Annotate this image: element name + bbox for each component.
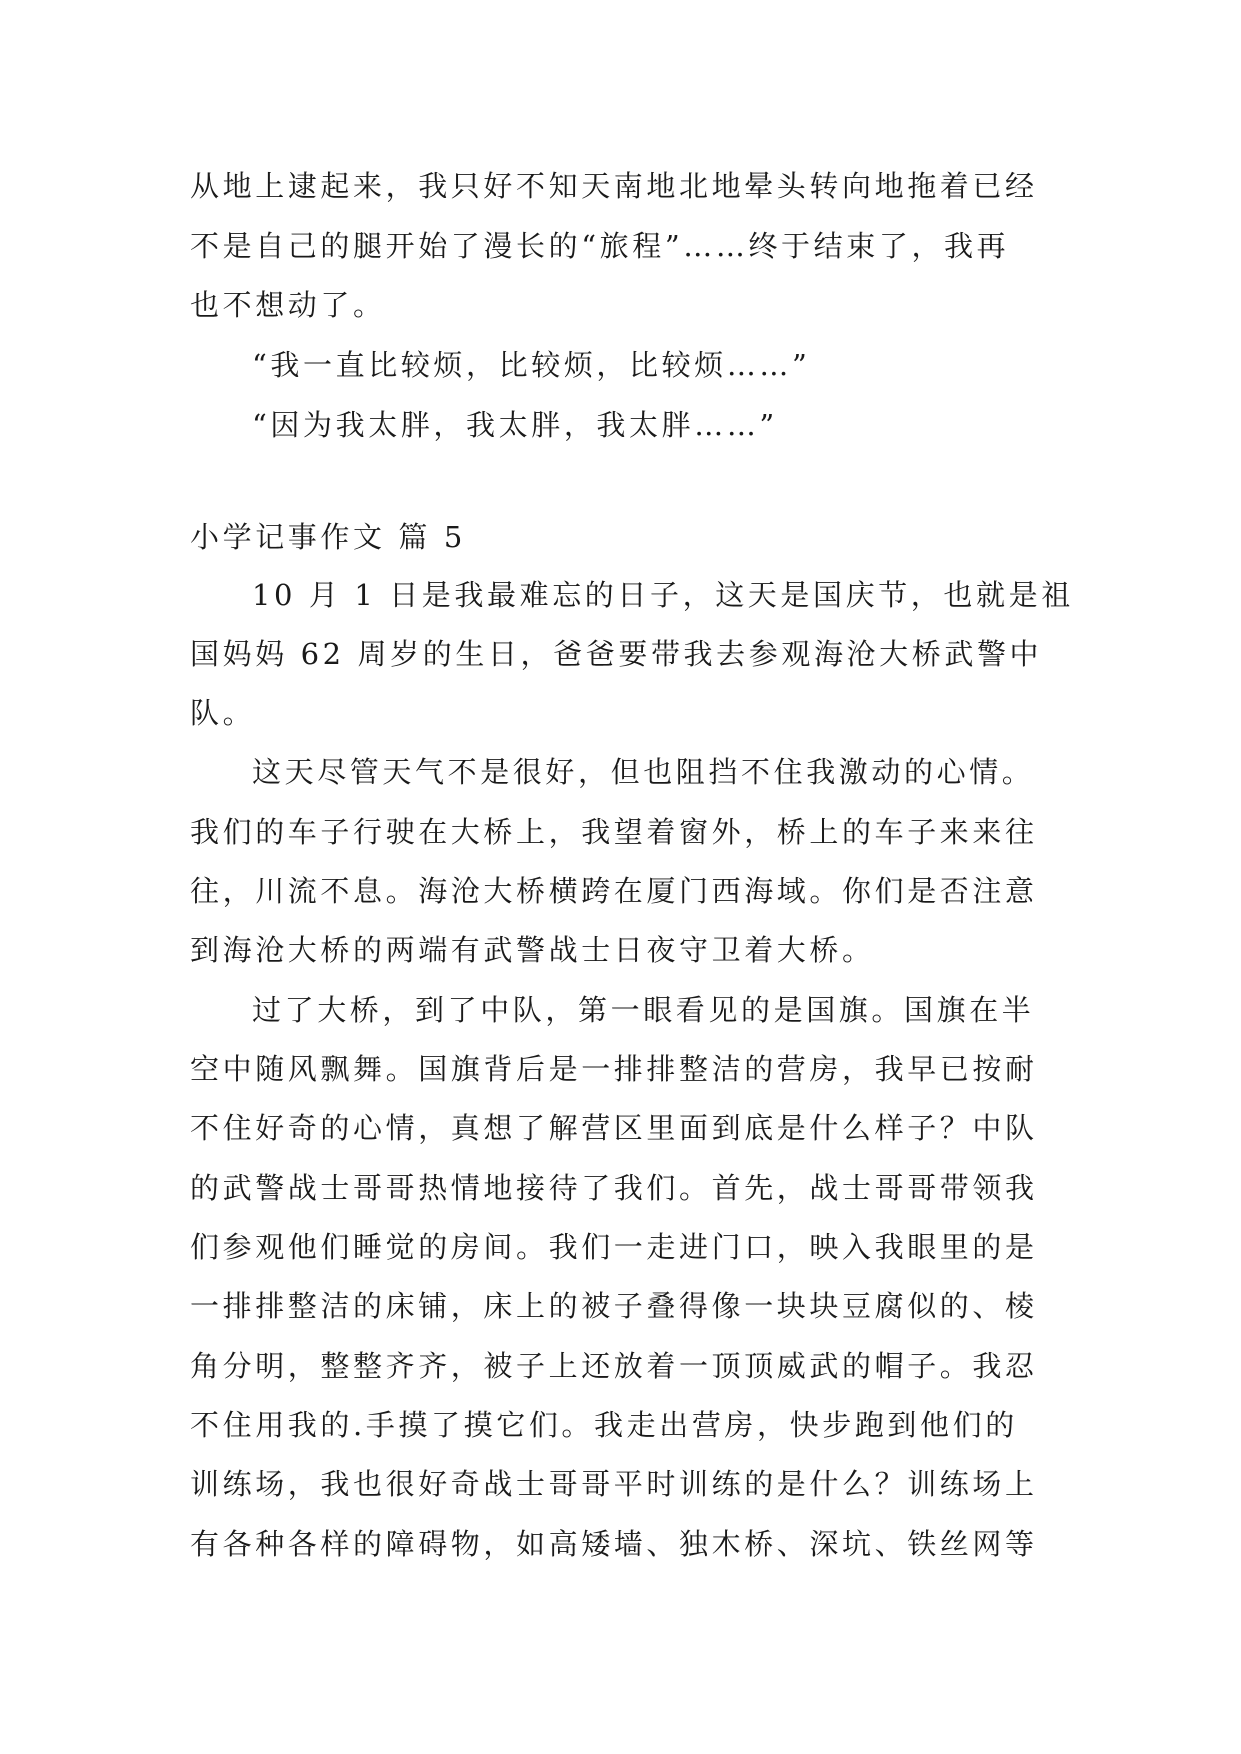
quote-line: “因为我太胖，我太胖，我太胖……”: [252, 408, 778, 442]
body-text-line: 角分明，整整齐齐，被子上还放着一顶顶威武的帽子。我忍: [190, 1349, 1038, 1383]
body-text-line: 不住用我的.手摸了摸它们。我走出营房，快步跑到他们的: [190, 1408, 1018, 1442]
body-text-line: 过了大桥，到了中队，第一眼看见的是国旗。国旗在半: [252, 993, 1035, 1027]
body-text-line: 到海沧大桥的两端有武警战士日夜守卫着大桥。: [190, 933, 875, 967]
body-text-line: 往，川流不息。海沧大桥横跨在厦门西海域。你们是否注意: [190, 874, 1038, 908]
body-text-line: 空中随风飘舞。国旗背后是一排排整洁的营房，我早已按耐: [190, 1052, 1038, 1086]
body-text-line: 训练场，我也很好奇战士哥哥平时训练的是什么？训练场上: [190, 1467, 1038, 1501]
section-title: 小学记事作文 篇 5: [190, 520, 466, 554]
body-text-line: 有各种各样的障碍物，如高矮墙、独木桥、深坑、铁丝网等: [190, 1527, 1038, 1561]
body-text-line: 不是自己的腿开始了漫长的“旅程”……终于结束了，我再: [190, 229, 1010, 263]
body-text-line: 的武警战士哥哥热情地接待了我们。首先，战士哥哥带领我: [190, 1171, 1038, 1205]
body-text-line: 10 月 1 日是我最难忘的日子，这天是国庆节，也就是祖: [252, 578, 1074, 612]
quote-line: “我一直比较烦，比较烦，比较烦……”: [252, 348, 811, 382]
body-text-line: 队。: [190, 696, 256, 730]
body-text-line: 不住好奇的心情，真想了解营区里面到底是什么样子？中队: [190, 1111, 1038, 1145]
body-text-line: 也不想动了。: [190, 288, 386, 322]
body-text-line: 们参观他们睡觉的房间。我们一走进门口，映入我眼里的是: [190, 1230, 1038, 1264]
body-text-line: 从地上逮起来，我只好不知天南地北地晕头转向地拖着已经: [190, 169, 1038, 203]
body-text-line: 我们的车子行驶在大桥上，我望着窗外，桥上的车子来来往: [190, 815, 1038, 849]
body-text-line: 这天尽管天气不是很好，但也阻挡不住我激动的心情。: [252, 755, 1035, 789]
body-text-line: 一排排整洁的床铺，床上的被子叠得像一块块豆腐似的、棱: [190, 1289, 1038, 1323]
body-text-line: 国妈妈 62 周岁的生日，爸爸要带我去参观海沧大桥武警中: [190, 637, 1043, 671]
